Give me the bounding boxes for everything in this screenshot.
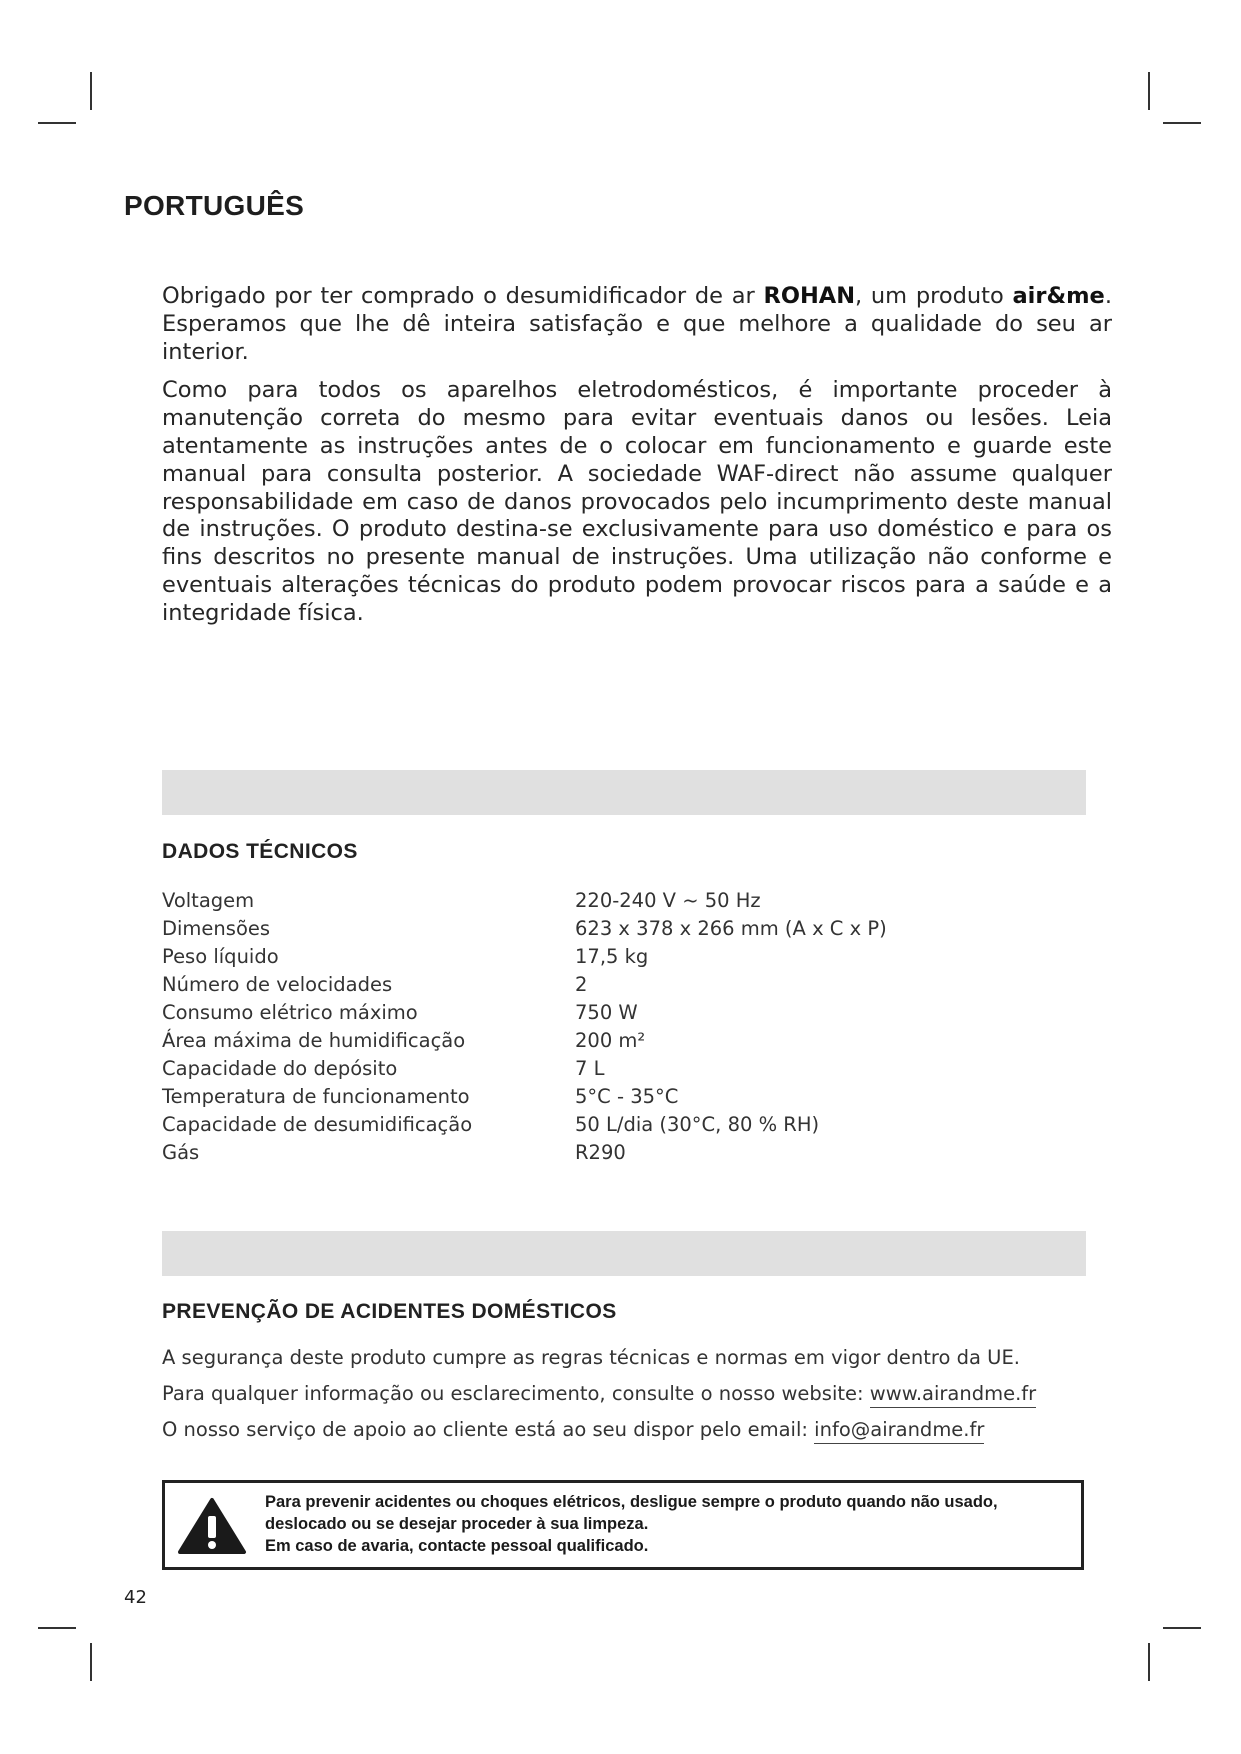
crop-mark bbox=[1148, 72, 1150, 110]
crop-mark bbox=[90, 72, 92, 110]
spec-value: 5°C - 35°C bbox=[575, 1085, 679, 1108]
spec-value: 200 m² bbox=[575, 1029, 646, 1052]
warning-box bbox=[162, 1480, 1084, 1570]
crop-mark bbox=[38, 122, 76, 124]
page-title: PORTUGUÊS bbox=[124, 190, 305, 221]
tech-heading: DADOS TÉCNICOS bbox=[162, 840, 358, 863]
warning-line-2: deslocado ou se desejar proceder à sua limpeza. bbox=[265, 1515, 649, 1533]
spec-row bbox=[162, 1027, 902, 1055]
spec-value: 750 W bbox=[575, 1001, 638, 1024]
section-band bbox=[162, 1231, 1086, 1276]
spec-label: Consumo elétrico máximo bbox=[162, 1001, 418, 1024]
intro-text bbox=[162, 283, 1112, 639]
spec-row bbox=[162, 1055, 902, 1083]
crop-mark bbox=[1163, 122, 1201, 124]
warning-line-1: Para prevenir acidentes ou choques elétricos, desligue sempre o produto quando não usado, bbox=[265, 1493, 998, 1511]
spec-row bbox=[162, 971, 902, 999]
crop-mark bbox=[1148, 1643, 1150, 1681]
spec-label: Peso líquido bbox=[162, 945, 279, 968]
warning-triangle-icon bbox=[177, 1497, 247, 1555]
crop-mark bbox=[1163, 1627, 1201, 1629]
spec-row bbox=[162, 1139, 902, 1167]
spec-value: 17,5 kg bbox=[575, 945, 649, 968]
safety-heading: PREVENÇÃO DE ACIDENTES DOMÉSTICOS bbox=[162, 1300, 617, 1323]
spec-value: R290 bbox=[575, 1141, 626, 1164]
spec-row bbox=[162, 943, 902, 971]
spec-label: Gás bbox=[162, 1141, 200, 1164]
safety-line-3: O nosso serviço de apoio ao cliente está ao seu dispor pelo email: info@airandme.fr bbox=[162, 1418, 984, 1441]
spec-label: Temperatura de funcionamento bbox=[162, 1085, 470, 1108]
warning-text bbox=[265, 1491, 1073, 1557]
website-link[interactable]: www.airandme.fr bbox=[870, 1382, 1036, 1408]
spec-label: Dimensões bbox=[162, 917, 271, 940]
spec-value: 623 x 378 x 266 mm (A x C x P) bbox=[575, 917, 887, 940]
crop-mark bbox=[38, 1627, 76, 1629]
spec-row bbox=[162, 887, 902, 915]
brand-name: ROHAN bbox=[763, 283, 856, 309]
spec-row bbox=[162, 1083, 902, 1111]
spec-row bbox=[162, 999, 902, 1027]
spec-value: 50 L/dia (30°C, 80 % RH) bbox=[575, 1113, 820, 1136]
spec-value: 220-240 V ~ 50 Hz bbox=[575, 889, 761, 912]
spec-row bbox=[162, 915, 902, 943]
spec-label: Número de velocidades bbox=[162, 973, 393, 996]
crop-mark bbox=[90, 1643, 92, 1681]
spec-value: 2 bbox=[575, 973, 588, 996]
spec-label: Área máxima de humidificação bbox=[162, 1029, 466, 1052]
spec-table bbox=[162, 887, 902, 1167]
spec-label: Capacidade do depósito bbox=[162, 1057, 398, 1080]
safety-line-2: Para qualquer informação ou esclarecimento, consulte o nosso website: www.airandme.fr bbox=[162, 1382, 1036, 1405]
safety-line-1: A segurança deste produto cumpre as regras técnicas e normas em vigor dentro da UE. bbox=[162, 1346, 1020, 1369]
warning-line-3: Em caso de avaria, contacte pessoal qualificado. bbox=[265, 1537, 649, 1555]
section-band bbox=[162, 770, 1086, 815]
spec-row bbox=[162, 1111, 902, 1139]
page-number: 42 bbox=[124, 1587, 147, 1608]
email-link[interactable]: info@airandme.fr bbox=[814, 1418, 984, 1444]
spec-label: Capacidade de desumidificação bbox=[162, 1113, 473, 1136]
spec-value: 7 L bbox=[575, 1057, 605, 1080]
intro-paragraph-1: Obrigado por ter comprado o desumidificador de ar ROHAN, um produto air&me. Esperamos que lhe dê inteira satisfação e que melhore a qualidade do seu ar interior. bbox=[162, 283, 1112, 365]
spec-label: Voltagem bbox=[162, 889, 255, 912]
intro-paragraph-2: Como para todos os aparelhos eletrodomésticos, é importante proceder à manutenção correta do mesmo para evitar eventuais danos ou lesões. Leia atentamente as instruções antes de o colocar em funcionamento e guarde este manual para consulta posterior. A sociedade WAF-direct não assume qualquer responsabilidade em caso de danos provocados pelo incumprimento deste manual de instruções. O produto destina-se exclusivamente para uso doméstico e para os fins descritos no presente manual de instruções. Uma utilização não conforme e eventuais alterações técnicas do produto podem provocar riscos para a saúde e a integridade física. bbox=[162, 377, 1112, 626]
maker-name: air&me bbox=[1012, 283, 1105, 309]
